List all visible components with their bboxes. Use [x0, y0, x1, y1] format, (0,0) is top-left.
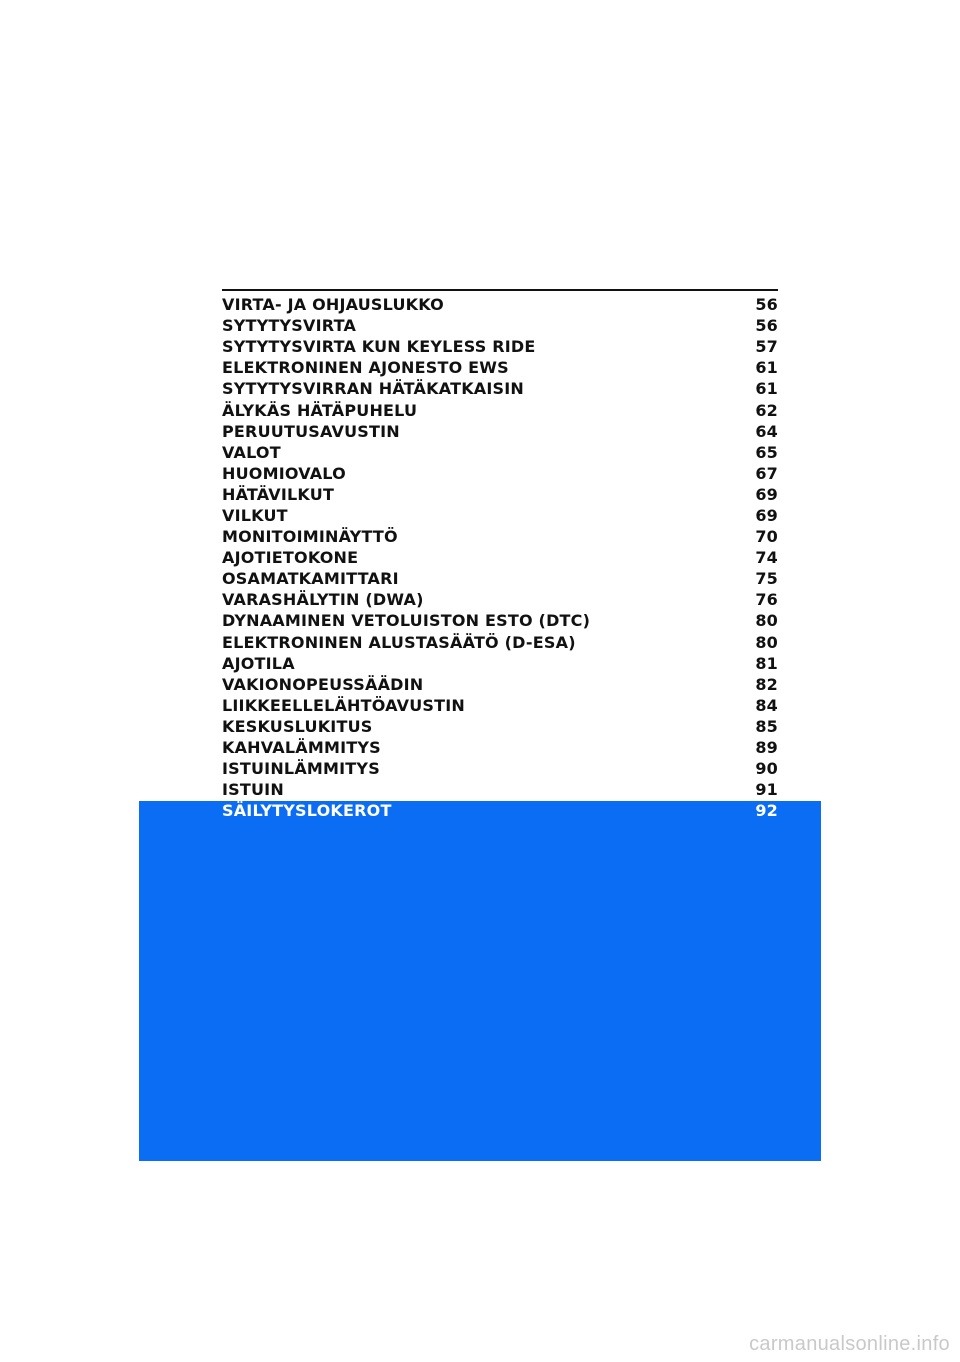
toc-entry-title: KAHVALÄMMITYS	[222, 738, 381, 758]
toc-entry-page: 61	[755, 379, 778, 399]
toc-entry-page: 61	[755, 358, 778, 378]
toc-entry[interactable]	[222, 421, 778, 442]
toc-entry-title: ISTUIN	[222, 780, 284, 800]
toc-entry-page: 69	[755, 484, 778, 504]
toc-entry[interactable]	[222, 336, 778, 357]
toc-entry-page: 81	[755, 653, 778, 673]
toc-entry-page: 75	[755, 569, 778, 589]
toc-entry[interactable]	[222, 357, 778, 378]
toc-entry-page: 80	[755, 611, 778, 631]
toc-entry-title: VARASHÄLYTIN (DWA)	[222, 590, 424, 610]
toc-entry-title: SYTYTYSVIRTA	[222, 316, 357, 336]
toc-entry-current-chapter[interactable]	[222, 800, 778, 821]
toc-entry-page: 70	[755, 527, 778, 547]
toc-entry[interactable]	[222, 589, 778, 610]
toc-entry[interactable]	[222, 505, 778, 526]
toc-entry-title: DYNAAMINEN VETOLUISTON ESTO (DTC)	[222, 611, 591, 631]
toc-entry-title: HUOMIOVALO	[222, 463, 346, 483]
toc-entry[interactable]	[222, 442, 778, 463]
table-of-contents	[222, 294, 778, 821]
toc-entry-title: ÄLYKÄS HÄTÄPUHELU	[222, 400, 418, 420]
toc-entry[interactable]	[222, 315, 778, 336]
toc-entry-title: OSAMATKAMITTARI	[222, 569, 399, 589]
toc-entry-page: 91	[755, 780, 778, 800]
toc-entry-title: AJOTILA	[222, 653, 295, 673]
chapter-blue-panel	[139, 801, 821, 1161]
toc-entry[interactable]	[222, 716, 778, 737]
toc-entry[interactable]	[222, 399, 778, 420]
toc-entry-title: SYTYTYSVIRTA KUN KEYLESS RIDE	[222, 337, 536, 357]
toc-entry[interactable]	[222, 484, 778, 505]
toc-entry[interactable]	[222, 294, 778, 315]
toc-entry-title: VILKUT	[222, 505, 288, 525]
toc-entry[interactable]	[222, 526, 778, 547]
toc-entry-title: PERUUTUSAVUSTIN	[222, 421, 400, 441]
toc-entry-page: 76	[755, 590, 778, 610]
toc-entry[interactable]	[222, 378, 778, 399]
top-divider	[222, 289, 778, 291]
toc-entry-title: VAKIONOPEUSSÄÄDIN	[222, 674, 424, 694]
toc-entry-page: 74	[755, 548, 778, 568]
toc-entry-page: 80	[755, 632, 778, 652]
toc-entry-page: 56	[755, 295, 778, 315]
toc-entry-page: 89	[755, 738, 778, 758]
toc-entry-page: 64	[755, 421, 778, 441]
toc-entry-title: AJOTIETOKONE	[222, 548, 359, 568]
toc-entry-page: 67	[755, 463, 778, 483]
watermark: carmanualsonline.info	[749, 1333, 950, 1355]
toc-entry[interactable]	[222, 610, 778, 631]
toc-entry-page: 65	[755, 442, 778, 462]
toc-entry-title: ISTUINLÄMMITYS	[222, 759, 380, 779]
toc-entry[interactable]	[222, 632, 778, 653]
toc-entry-page: 56	[755, 316, 778, 336]
toc-entry[interactable]	[222, 695, 778, 716]
toc-entry-page: 57	[755, 337, 778, 357]
toc-entry[interactable]	[222, 779, 778, 800]
toc-entry[interactable]	[222, 547, 778, 568]
toc-entry-title: LIIKKEELLELÄHTÖAVUSTIN	[222, 695, 465, 715]
toc-entry-title: ELEKTRONINEN AJONESTO EWS	[222, 358, 509, 378]
toc-entry-title: MONITOIMINÄYTTÖ	[222, 527, 398, 547]
toc-entry[interactable]	[222, 653, 778, 674]
toc-entry-title: ELEKTRONINEN ALUSTASÄÄTÖ (D-ESA)	[222, 632, 576, 652]
toc-entry-title: KESKUSLUKITUS	[222, 716, 373, 736]
toc-entry[interactable]	[222, 463, 778, 484]
toc-entry[interactable]	[222, 568, 778, 589]
toc-entry-page: 84	[755, 695, 778, 715]
toc-entry-title: HÄTÄVILKUT	[222, 484, 335, 504]
toc-entry-page: 62	[755, 400, 778, 420]
toc-entry-title: SÄILYTYSLOKEROT	[222, 801, 392, 821]
toc-entry-title: VALOT	[222, 442, 281, 462]
toc-entry-page: 82	[755, 674, 778, 694]
toc-entry[interactable]	[222, 674, 778, 695]
toc-entry-page: 90	[755, 759, 778, 779]
toc-entry-title: SYTYTYSVIRRAN HÄTÄKATKAISIN	[222, 379, 524, 399]
toc-entry-page: 85	[755, 716, 778, 736]
toc-entry-page: 69	[755, 505, 778, 525]
toc-entry[interactable]	[222, 758, 778, 779]
toc-entry-title: VIRTA- JA OHJAUSLUKKO	[222, 295, 444, 315]
toc-entry-page: 92	[755, 801, 778, 821]
toc-entry[interactable]	[222, 737, 778, 758]
